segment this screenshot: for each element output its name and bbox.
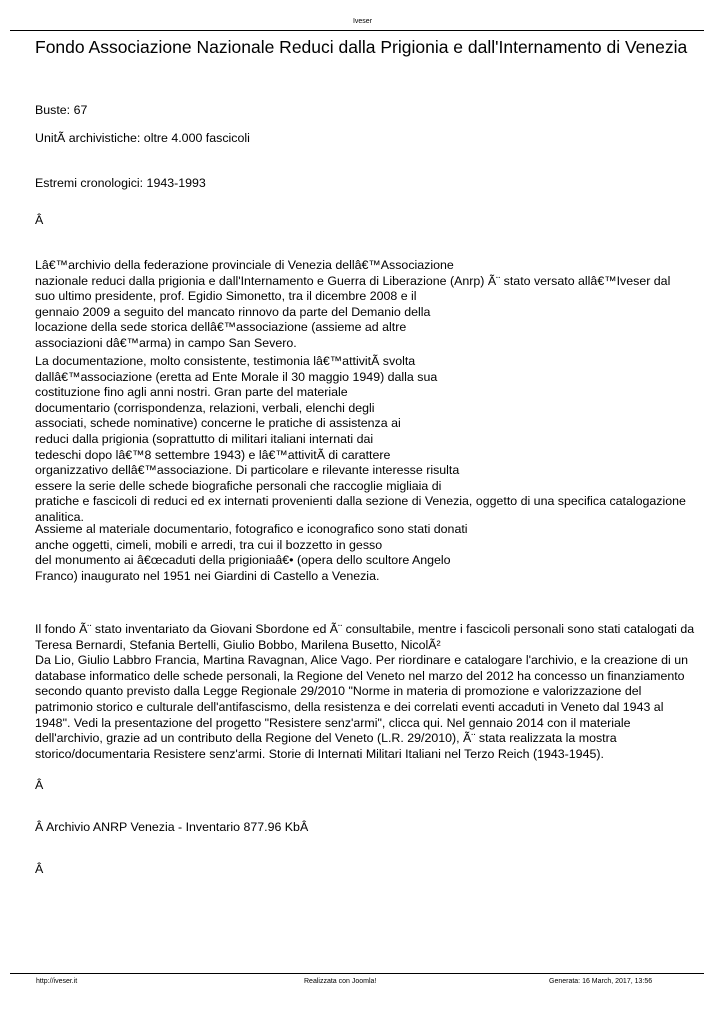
- paragraph-line: gennaio 2009 a seguito del mancato rinnovo da parte del Demanio della: [35, 304, 431, 319]
- paragraph-line: Assieme al materiale documentario, fotografico e iconografico sono stati donati: [35, 522, 468, 536]
- document-title: Fondo Associazione Nazionale Reduci dalla Prigionia e dall'Internamento di Venezia: [35, 37, 688, 57]
- paragraph-line: dallâ€™associazione (eretta ad Ente Morale il 30 maggio 1949) dalla sua: [35, 369, 438, 384]
- paragraph-line: storico/documentaria Resistere senz'armi. Storie di Internati Militari Italiani nel Terzo Reich (1943-1945).: [35, 746, 604, 761]
- paragraph-line: associazioni dâ€™arma) in campo San Severo.: [35, 335, 297, 350]
- paragraph-line: patrimonio storico e culturale dell'antifascismo, della resistenza e dei correlati eventi accaduti in Veneto dal 1943 al: [35, 699, 664, 714]
- footer-generated-date: Generata: 16 March, 2017, 13:56: [549, 978, 653, 985]
- paragraph-inventory: [35, 622, 694, 762]
- footer-powered-by: Realizzata con Joomla!: [304, 978, 377, 985]
- paragraph-line: Teresa Bernardi, Stefania Bertelli, Giulio Bobbo, Marilena Busetto, NicolÃ²: [35, 637, 441, 652]
- paragraph-line: secondo quanto previsto dalla Legge Regionale 29/2010 "Norme in materia di promozione e valorizzazione del: [35, 684, 642, 699]
- unita-archivistiche: UnitÃ archivistiche: oltre 4.000 fascicoli: [35, 131, 250, 145]
- paragraph-line: database informatico delle schede personali, la Regione del Veneto nel marzo del 2012 ha concesso un finanziamento: [35, 668, 685, 683]
- paragraph-line: Lâ€™archivio della federazione provinciale di Venezia dellâ€™Associazione: [35, 258, 454, 272]
- paragraph-line: essere la serie delle schede biografiche personali che raccoglie migliaia di: [35, 478, 442, 493]
- paragraph-line: Da Lio, Giulio Labbro Francia, Martina Ravagnan, Alice Vago. Per riordinare e catalogare l'archivio, e la creazione di un: [35, 653, 688, 668]
- blank-line: Â: [35, 213, 44, 227]
- footer-divider: [10, 973, 704, 974]
- paragraph-line: Il fondo Ã¨ stato inventariato da Giovani Sbordone ed Ã¨ consultabile, mentre i fascicoli personali sono stati catalogati da: [35, 622, 695, 636]
- paragraph-line: tedeschi dopo lâ€™8 settembre 1943) e lâ€™attivitÃ di carattere: [35, 447, 391, 462]
- paragraph-line: locazione della sede storica dellâ€™associazione (assieme ad altre: [35, 320, 407, 335]
- paragraph-line: suo ultimo presidente, prof. Egidio Simonetto, tra il dicembre 2008 e il: [35, 289, 417, 304]
- paragraph-line: La documentazione, molto consistente, testimonia lâ€™attivitÃ svolta: [35, 354, 416, 368]
- paragraph-line: Franco) inaugurato nel 1951 nei Giardini di Castello a Venezia.: [35, 568, 380, 583]
- paragraph-donated-items: [35, 522, 468, 584]
- paragraph-line: costituzione fino agli anni nostri. Gran parte del materiale: [35, 385, 348, 400]
- paragraph-line: analitica.: [35, 509, 84, 524]
- paragraph-line: organizzativo dellâ€™associazione. Di particolare e rilevante interesse risulta: [35, 463, 460, 478]
- paragraph-archive-origin: [35, 258, 670, 352]
- paragraph-documentation: [35, 354, 686, 526]
- header-divider: [10, 30, 704, 31]
- paragraph-line: nazionale reduci dalla prigionia e dall'Internamento e Guerra di Liberazione (Anrp) Ã¨ stato versato allâ€™Iveser dal: [35, 273, 671, 288]
- paragraph-line: anche oggetti, cimeli, mobili e arredi, tra cui il bozzetto in gesso: [35, 537, 383, 552]
- blank-line: Â: [35, 862, 44, 876]
- paragraph-line: pratiche e fascicoli di reduci ed ex internati provenienti dalla sezione di Venezia, oggetto di una specifica catalogazione: [35, 494, 686, 509]
- paragraph-line: documentario (corrispondenza, relazioni, verbali, elenchi degli: [35, 400, 375, 415]
- attachment-link[interactable]: Â Archivio ANRP Venezia - Inventario 877.96 KbÂ: [35, 820, 309, 834]
- paragraph-line: del monumento ai â€œcaduti della prigioniaâ€• (opera dello scultore Angelo: [35, 553, 451, 568]
- header-site-name: Iveser: [352, 18, 373, 25]
- paragraph-line: associati, schede nominative) concerne le pratiche di assistenza ai: [35, 416, 401, 431]
- paragraph-line: dell'archivio, grazie ad un contributo della Regione del Veneto (L.R. 29/2010), Ã¨ stata realizzata la mostra: [35, 731, 617, 746]
- footer-site-url[interactable]: http://iveser.it: [36, 978, 78, 985]
- paragraph-line: 1948". Vedi la presentazione del progetto "Resistere senz'armi", clicca qui. Nel gennaio 2014 con il materiale: [35, 715, 631, 730]
- estremi-cronologici: Estremi cronologici: 1943-1993: [35, 176, 206, 190]
- buste-count: Buste: 67: [35, 103, 88, 117]
- blank-line: Â: [35, 778, 44, 792]
- paragraph-line: reduci dalla prigionia (soprattutto di militari italiani internati dai: [35, 431, 374, 446]
